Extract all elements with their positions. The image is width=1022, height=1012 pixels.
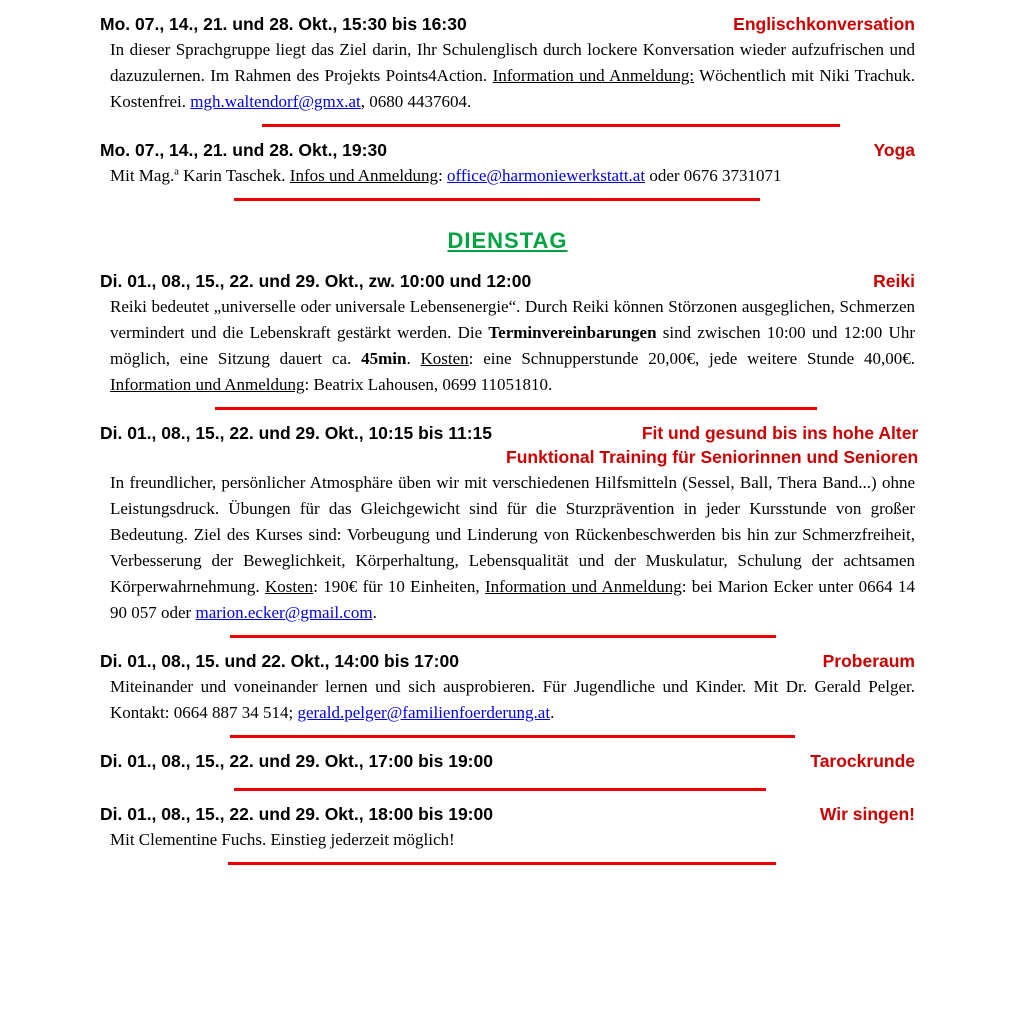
text-run: Mit Clementine Fuchs. Einstieg jederzeit möglich! [110, 830, 455, 849]
text-run: Information und Anmeldung [484, 577, 682, 596]
event-description [110, 37, 915, 115]
event-title-line: Tarockrunde [810, 751, 915, 771]
event-schedule: Di. 01., 08., 15., 22. und 29. Okt., zw. 10:00 und 12:00 [100, 271, 532, 291]
email-link[interactable]: marion.ecker@gmail.com [195, 603, 373, 622]
event-title-line: Yoga [873, 140, 915, 160]
text-run: sind zwischen 10:00 und 12:00 Uhr möglich, eine Sitzung dauert ca. [110, 323, 915, 368]
event-title [733, 12, 915, 36]
event-header [100, 649, 915, 673]
event-title-line: Funktional Training für Seniorinnen und Senioren [506, 447, 919, 467]
event-block [100, 802, 915, 865]
event-schedule: Mo. 07., 14., 21. und 28. Okt., 19:30 [100, 140, 387, 160]
event-description [110, 827, 915, 853]
text-run: Reiki bedeutet „universelle oder universale Lebensenergie“. Durch Reiki können Störzonen ausgeglichen, Schmerzen vermindert und die Lebenskraft gestärkt werden. Die [110, 297, 915, 342]
event-header [100, 421, 919, 469]
event-schedule: Mo. 07., 14., 21. und 28. Okt., 15:30 bis 16:30 [100, 14, 467, 34]
event-block [100, 138, 915, 201]
email-link[interactable]: gerald.pelger@familienfoerderung.at [297, 703, 551, 722]
event-title-line: Wir singen! [819, 804, 915, 824]
text-run: Karin Taschek. [178, 166, 290, 185]
red-divider [262, 124, 840, 127]
event-header [100, 269, 915, 293]
event-block [100, 421, 919, 638]
event-header [100, 749, 915, 773]
event-title-line: Englischkonversation [733, 14, 915, 34]
text-run: : 190€ für 10 Einheiten, [313, 577, 485, 596]
text-run: 45min [361, 349, 407, 368]
text-run: : bei Marion Ecker unter 0664 14 90 057 oder [110, 577, 915, 622]
event-schedule: Di. 01., 08., 15., 22. und 29. Okt., 17:00 bis 19:00 [100, 751, 493, 771]
text-run: Kosten [265, 577, 314, 596]
event-title [820, 802, 915, 826]
text-run: Terminvereinbarungen [488, 323, 657, 342]
event-schedule: Di. 01., 08., 15., 22. und 29. Okt., 18:00 bis 19:00 [100, 804, 493, 824]
text-run: Information und Anmeldung: [492, 66, 695, 85]
red-divider [228, 862, 776, 865]
event-header [100, 12, 915, 36]
event-block [100, 649, 915, 738]
event-schedule: Di. 01., 08., 15., 22. und 29. Okt., 10:15 bis 11:15 [100, 423, 493, 443]
red-divider [230, 735, 795, 738]
event-description [110, 674, 915, 726]
event-title-line: Reiki [873, 271, 915, 291]
event-title [823, 649, 915, 673]
email-link[interactable]: office@harmoniewerkstatt.at [447, 166, 646, 185]
text-run: . [372, 603, 377, 622]
text-run: Kosten [420, 349, 469, 368]
text-run: : Beatrix Lahousen, 0699 11051810. [304, 375, 553, 394]
red-divider [234, 198, 760, 201]
red-divider [215, 407, 817, 410]
text-run: . [550, 703, 555, 722]
event-block [100, 749, 915, 791]
text-run: In dieser Sprachgruppe liegt das Ziel darin, Ihr Schulenglisch durch lockere Konversation wieder aufzufrischen und dazuzulernen. Im Rahmen des Projekts Points4Action. [110, 40, 915, 85]
event-schedule: Di. 01., 08., 15. und 22. Okt., 14:00 bis 17:00 [100, 651, 459, 671]
email-link[interactable]: mgh.waltendorf@gmx.at [190, 92, 361, 111]
event-title [810, 749, 915, 773]
text-run: Wöchentlich mit Niki Trachuk. Kostenfrei. [110, 66, 915, 111]
event-title [506, 421, 918, 469]
text-run: Miteinander und voneinander lernen und sich ausprobieren. Für Jugendliche und Kinder. Mit Dr. Gerald Pelger. Kontakt: 0664 887 34 514; [110, 677, 915, 722]
event-block [100, 12, 915, 127]
text-run: : eine Schnupperstunde 20,00€, jede weitere Stunde 40,00€. [468, 349, 916, 368]
event-header [100, 802, 915, 826]
text-run: Mit Mag. [110, 166, 175, 185]
text-run: Information und Anmeldung [110, 375, 305, 394]
event-description [110, 470, 915, 626]
event-title [873, 269, 915, 293]
red-divider [230, 635, 776, 638]
event-list [100, 12, 919, 865]
text-run: oder 0676 3731071 [645, 166, 782, 185]
event-title-line: Proberaum [822, 651, 915, 671]
text-run: . [406, 349, 421, 368]
text-run: : [438, 166, 448, 185]
text-run: In freundlicher, persönlicher Atmosphäre üben wir mit verschiedenen Hilfsmitteln (Sessel, Ball, Thera Band...) ohne Leistungsdruck. Übungen für das Gleichgewicht sind für die Sturzprävention in jeder Kursstunde von großer Bedeutung. Ziel des Kurses sind: Vorbeugung und Linderung von Rückenbeschwerden bis hin zur Schmerzfreiheit, Verbesserung der Beweglichkeit, Körperhaltung, Lebensqualität und der Muskulatur, Schulung der achtsamen Körperwahrnehmung. [110, 473, 915, 596]
day-heading: DIENSTAG [447, 228, 568, 253]
event-header [100, 138, 915, 162]
event-title [874, 138, 916, 162]
event-description [110, 163, 915, 189]
event-block [100, 269, 915, 410]
event-description [110, 294, 915, 398]
text-run: a [174, 166, 179, 178]
text-run: Infos und Anmeldung [289, 166, 439, 185]
event-title-line: Fit und gesund bis ins hohe Alter [641, 423, 919, 443]
red-divider [234, 788, 766, 791]
text-run: , 0680 4437604. [360, 92, 472, 111]
